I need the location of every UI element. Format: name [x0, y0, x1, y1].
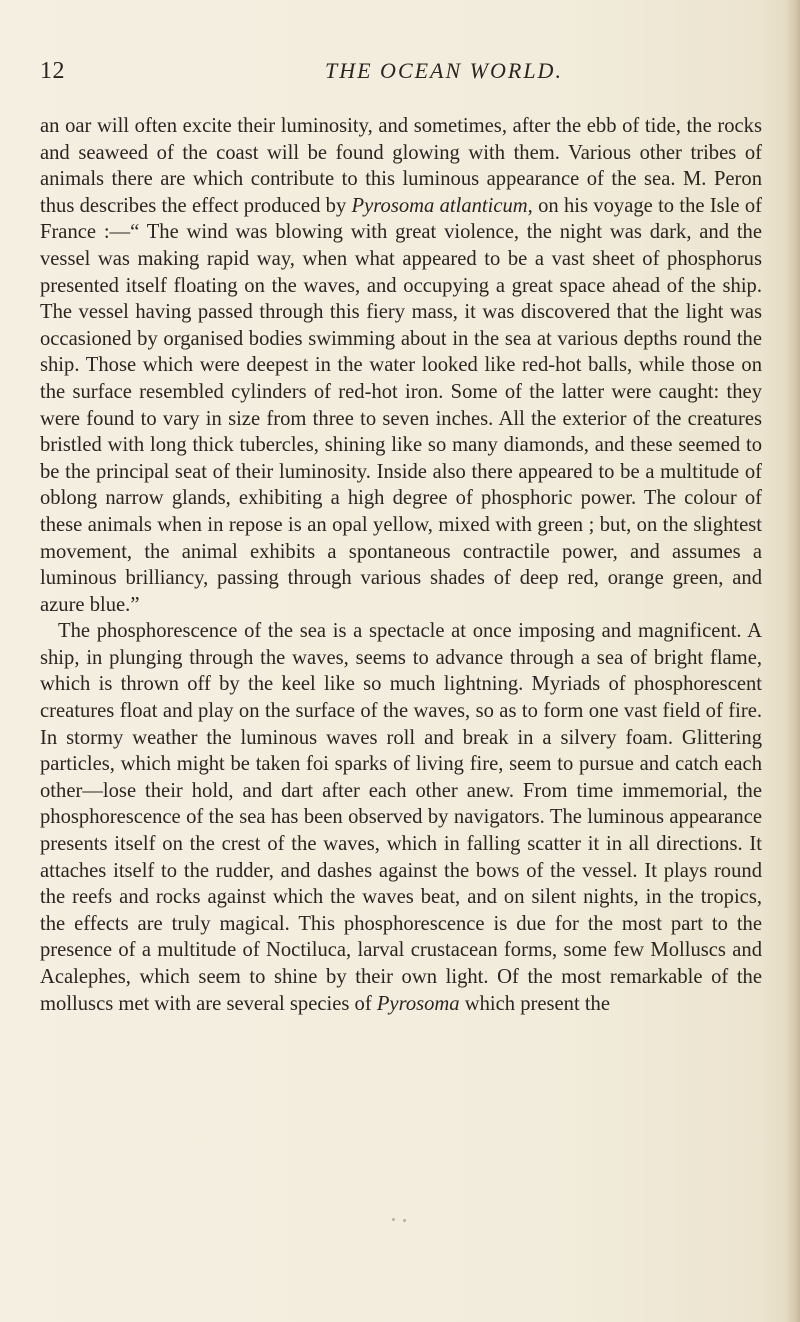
paragraph-2-text-a: The phosphorescence of the sea is a spectacle at once imposing and magnificent. A ship, in plunging through the waves, seems to advance through a sea of bright flame, which is thrown off by the keel like so much lightning. Myriads of phosphorescent creatures float and play on the surface of the waves, so as to form one vast field of fire. In stormy weather the luminous waves roll and break in a silvery foam. Glittering particles, which might be taken foi sparks of living fire, seem to pursue and catch each other—lose their hold, and dart after each other anew. From time immemorial, the phosphorescence of the sea has been observed by navigators. The luminous appearance presents itself on the crest of the waves, which in falling scatter it in all directions. It attaches itself to the rudder, and dashes against the bows of the vessel. It plays round the reefs and rocks against which the waves beat, and on silent nights, in the tropics, the effects are truly magical. This phosphorescence is due for the most part to the presence of a multitude of Noctiluca, larval crustacean forms, some few Molluscs and Acalephes, which seem to shine by their own light. Of the most remarkable of the molluscs met with are several species of: [40, 620, 762, 1015]
paragraph-1: [40, 113, 762, 618]
paragraph-1-text-b: , on his voyage to the Isle of France :—“ The wind was blowing with great violence, the night was dark, and the vessel was making rapid way, when what appeared to be a vast sheet of phosphorus presented itself floating on the waves, and occupying a great space ahead of the ship. The vessel having passed through this fiery mass, it was discovered that the light was occasioned by organised bodies swimming about in the sea at various depths round the ship. Those which were deepest in the water looked like red-hot balls, while those on the surface resembled cylinders of red-hot iron. Some of the latter were caught: they were found to vary in size from three to seven inches. All the exterior of the creatures bristled with long thick tubercles, shining like so many diamonds, and these seemed to be the principal seat of their luminosity. Inside also there appeared to be a multitude of oblong narrow glands, exhibiting a high degree of phosphoric power. The colour of these animals when in repose is an opal yellow, mixed with green ; but, on the slightest movement, the animal exhibits a spontaneous contractile power, and assumes a luminous brilliancy, passing through various shades of deep red, orange green, and azure blue.”: [40, 194, 762, 616]
species-name-pyrosoma-atlanticum: Pyrosoma atlanticum: [351, 194, 528, 217]
paragraph-2-text-b: which present the: [459, 992, 610, 1015]
page-edge-shadow: [786, 0, 800, 1322]
page-number: 12: [40, 58, 65, 84]
running-title: THE OCEAN WORLD.: [325, 58, 563, 83]
paper-speck: [392, 1218, 395, 1221]
paragraph-2: [40, 618, 762, 1017]
paragraph-1-text-a: an oar will often excite their luminosity, and sometimes, after the ebb of tide, the rocks and seaweed of the coast will be found glowing with them. Various other tribes of animals there are which contribute to this luminous appearance of the sea. M. Peron thus describes the effect produced by: [40, 115, 762, 217]
page-header: [40, 58, 800, 88]
paper-speck: [403, 1219, 406, 1222]
body-text: [40, 113, 762, 1017]
species-name-pyrosoma: Pyrosoma: [376, 992, 460, 1015]
